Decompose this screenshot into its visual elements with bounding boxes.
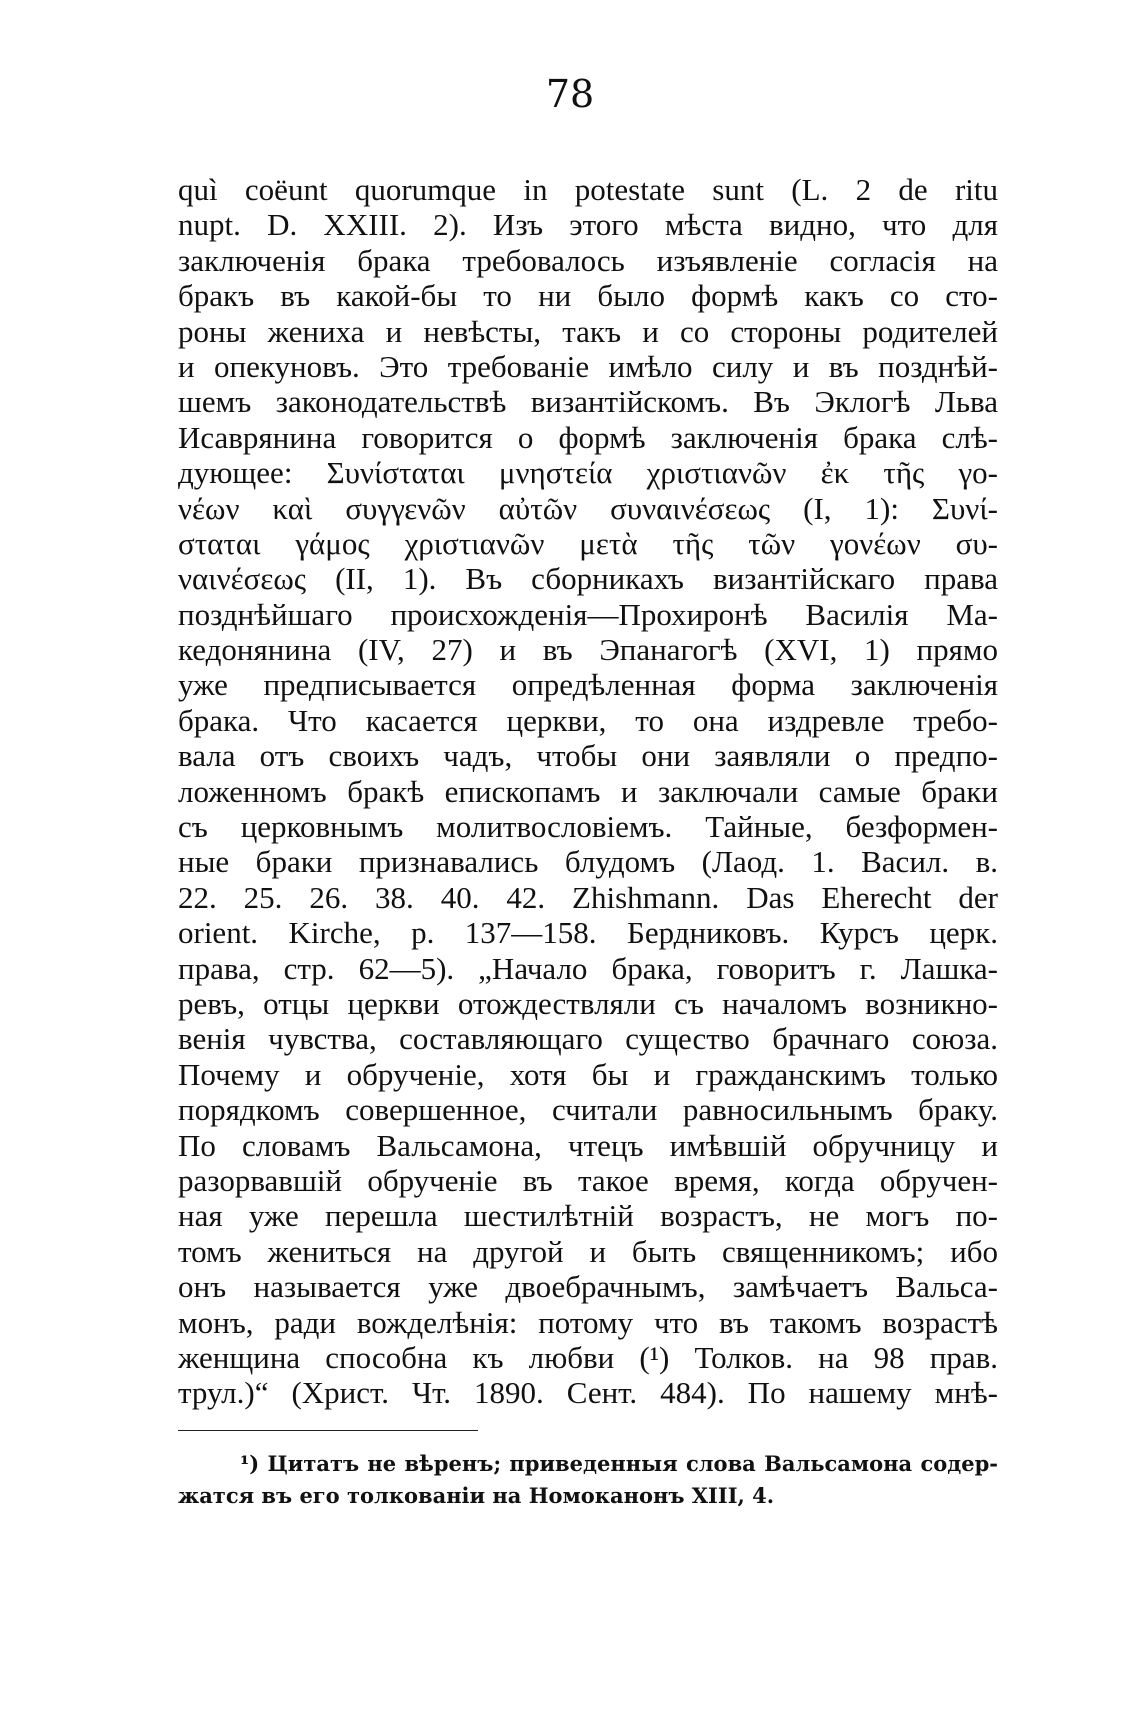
text-line: Почему и обрученіе, хотя бы и гражданскимъ только: [178, 1056, 998, 1092]
text-line: съ церковнымъ молитвословіемъ. Тайные, безформен-: [178, 809, 998, 845]
text-line: онъ называется уже двоебрачнымъ, замѣчаетъ Вальса-: [178, 1269, 998, 1305]
footnote-line: жатся въ его толкованіи на Номоканонъ XIII, 4.: [178, 1483, 775, 1508]
text-line: и опекуновъ. Это требованіе имѣло силу и въ позднѣй-: [178, 348, 998, 384]
text-line: ные браки признавались блудомъ (Лаод. 1. Васил. в.: [178, 844, 998, 880]
text-line: права, стр. 62—5). „Начало брака, говоритъ г. Лашка-: [178, 950, 998, 986]
text-line: ναινέσεως (II, 1). Въ сборникахъ византійскаго права: [178, 561, 998, 597]
text-line: ревъ, отцы церкви отождествляли съ началомъ возникно-: [178, 985, 998, 1021]
text-line: бракъ въ какой-бы то ни было формѣ какъ со сто-: [178, 278, 998, 314]
text-line: женщина способна къ любви (¹) Толков. на 98 прав.: [178, 1339, 998, 1375]
text-line: позднѣйшаго происхожденія—Прохиронѣ Василія Ма-: [178, 596, 998, 632]
text-line: νέων καὶ συγγενῶν αὐτῶν συναινέσεως (I, 1): Συνί-: [178, 490, 998, 526]
footnote-divider: [178, 1430, 478, 1431]
text-line: quì coëunt quorumque in potestate sunt (L. 2 de ritu: [178, 172, 998, 207]
footnote-line: ¹) Цитатъ не вѣренъ; приведенныя слова Вальсамона содер-: [240, 1451, 998, 1476]
text-line: венія чувства, составляющаго существо брачнаго союза.: [178, 1021, 998, 1057]
text-line: трул.)“ (Христ. Чт. 1890. Сент. 484). По нашему мнѣ-: [178, 1375, 998, 1411]
text-line: σταται γάμος χριστιανῶν μετὰ τῆς τῶν γονέων συ-: [178, 525, 998, 561]
text-line: шемъ законодательствѣ византійскомъ. Въ Эклогѣ Льва: [178, 384, 998, 420]
text-line: роны жениха и невѣсты, такъ и со стороны родителей: [178, 313, 998, 349]
footnote-block: [178, 1448, 998, 1512]
text-line: Исаврянина говорится о формѣ заключенія брака слѣ-: [178, 419, 998, 455]
text-line: монъ, ради вожделѣнія: потому что въ такомъ возрастѣ: [178, 1304, 998, 1340]
text-line: порядкомъ совершенное, считали равносильнымъ браку.: [178, 1092, 998, 1128]
page-number: 78: [545, 72, 595, 116]
text-line: 22. 25. 26. 38. 40. 42. Zhishmann. Das Eherecht der: [178, 879, 998, 915]
text-line: кедонянина (IV, 27) и въ Эпанагогѣ (XVI, 1) прямо: [178, 632, 998, 668]
text-line: ложенномъ бракѣ епископамъ и заключали самые браки: [178, 773, 998, 809]
text-line: дующее: Συνίσταται μνηστεία χριστιανῶν ἐκ τῆς γο-: [178, 455, 998, 491]
text-line: orient. Kirche, p. 137—158. Бердниковъ. Курсъ церк.: [178, 915, 998, 951]
text-line: ная уже перешла шестилѣтній возрастъ, не могъ по-: [178, 1198, 998, 1234]
text-line: разорвавшій обрученіе въ такое время, когда обручен-: [178, 1162, 998, 1198]
text-line: уже предписывается опредѣленная форма заключенія: [178, 667, 998, 703]
text-line: брака. Что касается церкви, то она издревле требо-: [178, 702, 998, 738]
text-line: вала отъ своихъ чадъ, чтобы они заявляли о предпо-: [178, 738, 998, 774]
text-line: заключенія брака требовалось изъявленіе согласія на: [178, 242, 998, 278]
text-line: nupt. D. XXIII. 2). Изъ этого мѣста видно, что для: [178, 207, 998, 243]
text-line: томъ жениться на другой и быть священникомъ; ибо: [178, 1233, 998, 1269]
text-line: По словамъ Вальсамона, чтецъ имѣвшій обручницу и: [178, 1127, 998, 1163]
main-text-block: [178, 172, 998, 1411]
